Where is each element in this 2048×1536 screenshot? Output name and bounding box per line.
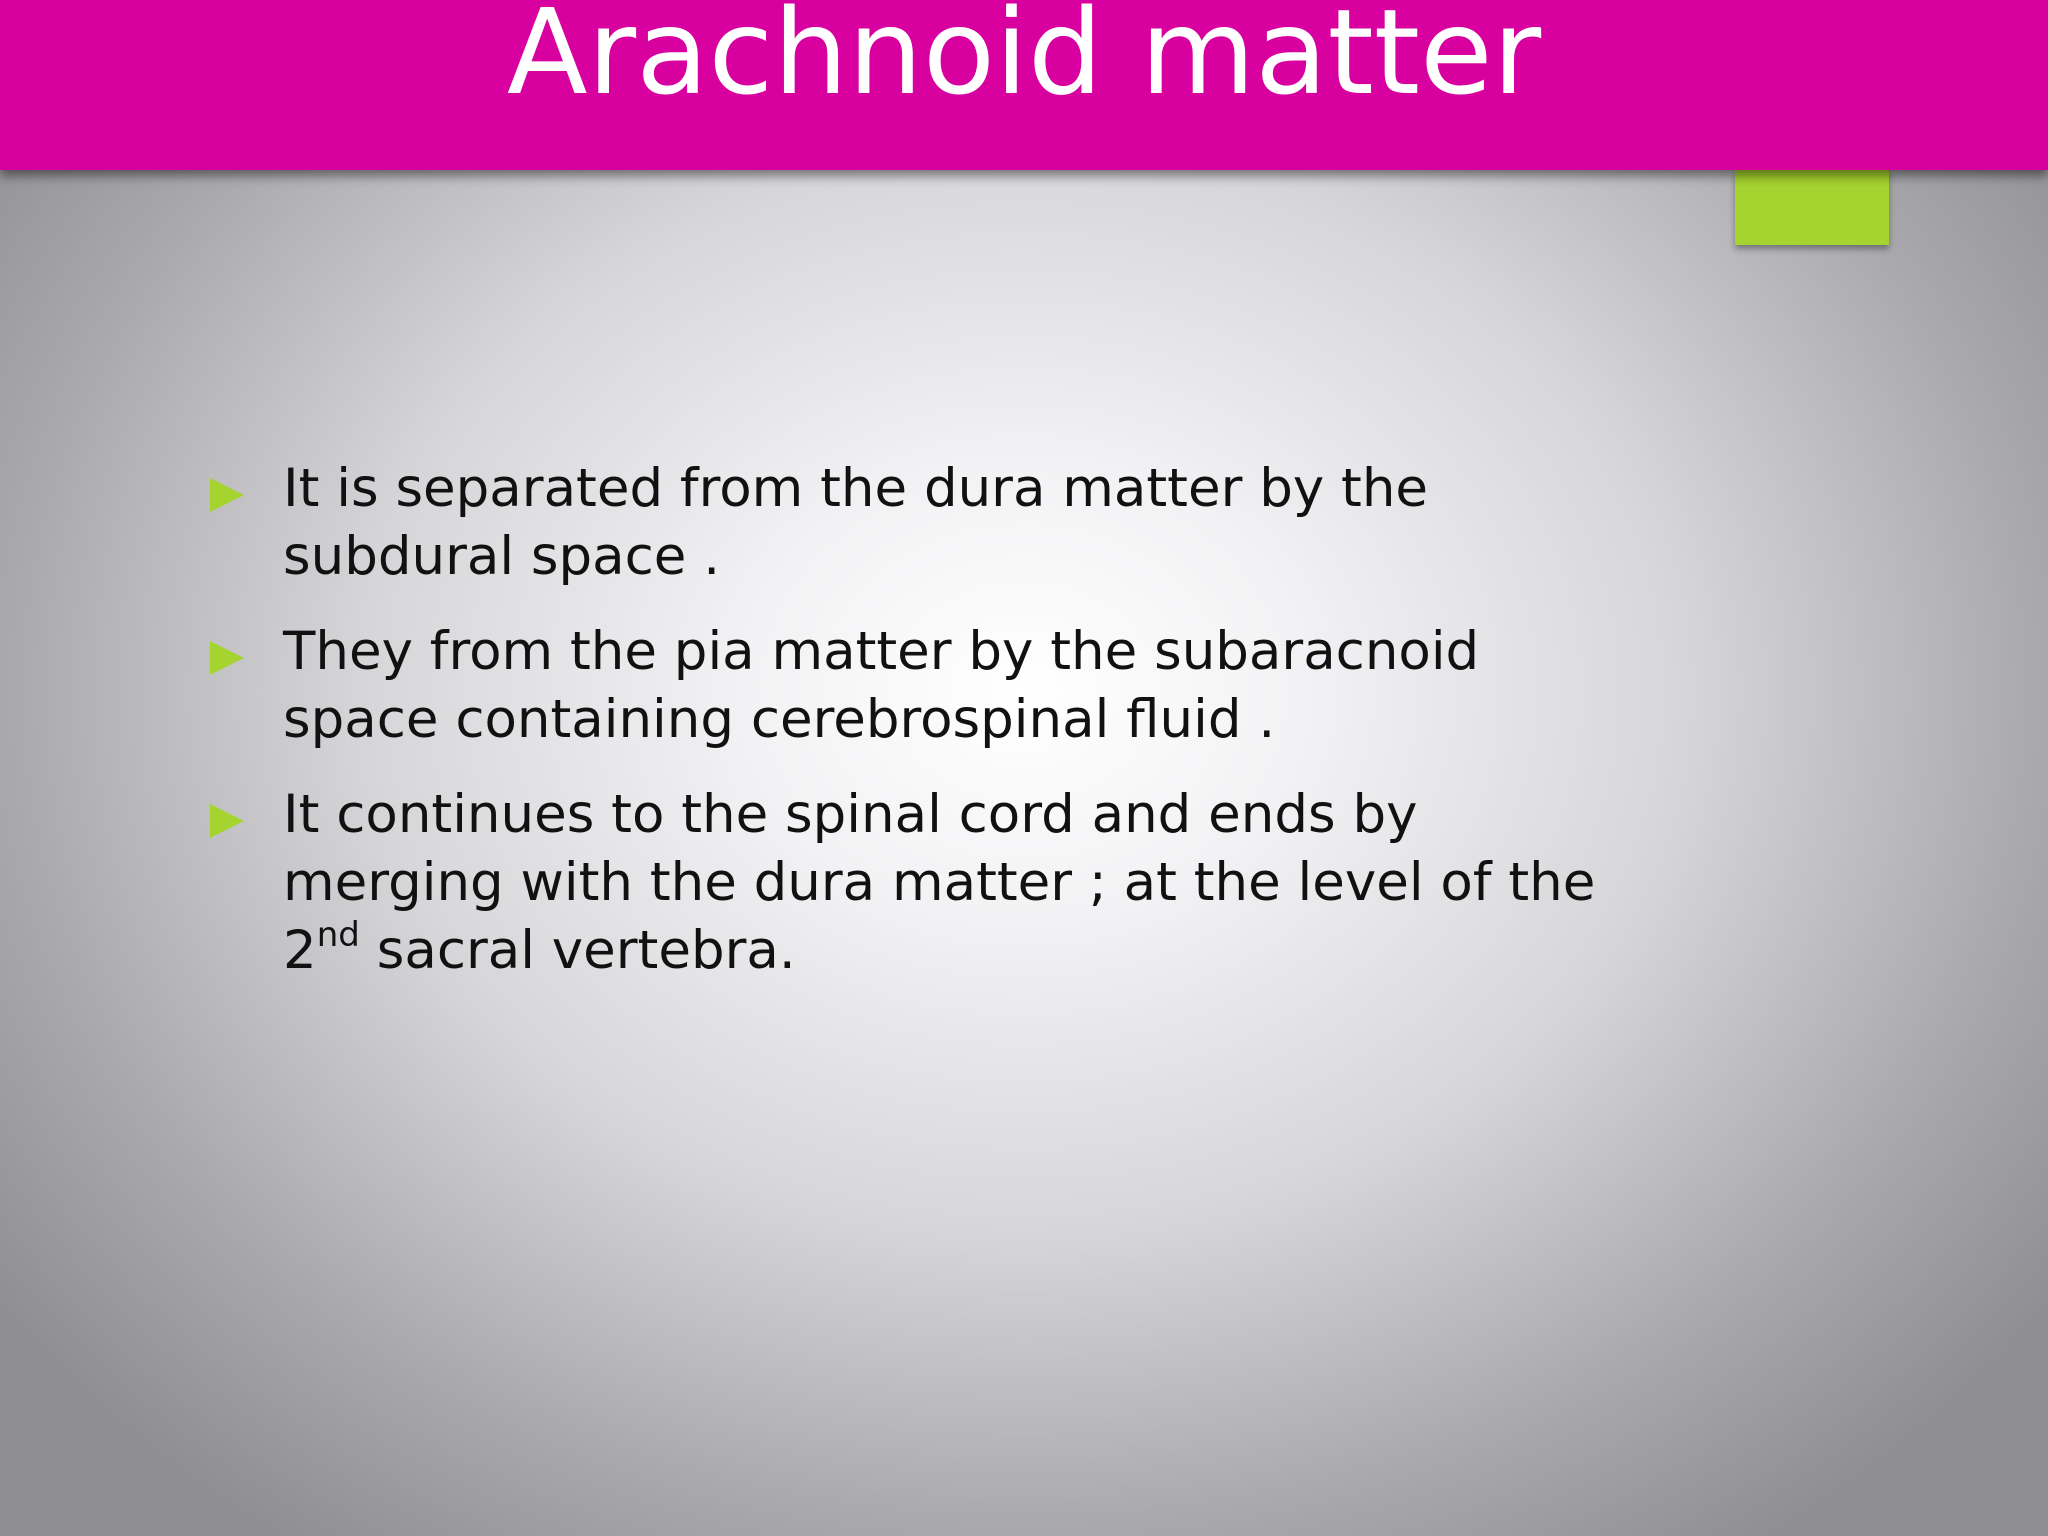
bullet-text: They from the pia matter by the subaracnoid space containing cerebrospinal fluid .	[283, 621, 1480, 750]
bullet-item	[210, 618, 1630, 754]
title-bar	[0, 0, 2048, 170]
bullet-text-end: sacral vertebra.	[359, 920, 796, 981]
bullet-list	[210, 455, 1630, 1012]
bullet-item	[210, 455, 1630, 591]
ordinal-superscript: nd	[316, 915, 360, 955]
bullet-text: It is separated from the dura matter by the subdural space .	[283, 458, 1429, 587]
accent-block	[1735, 170, 1889, 245]
triangle-right-icon	[210, 641, 244, 675]
slide-title: Arachnoid matter	[506, 0, 1542, 121]
bullet-text-start: It continues to the spinal cord and ends by merging with the dura matter ; at the level of the 2	[283, 784, 1596, 981]
triangle-right-icon	[210, 804, 244, 838]
triangle-right-icon	[210, 478, 244, 512]
bullet-item	[210, 781, 1630, 985]
